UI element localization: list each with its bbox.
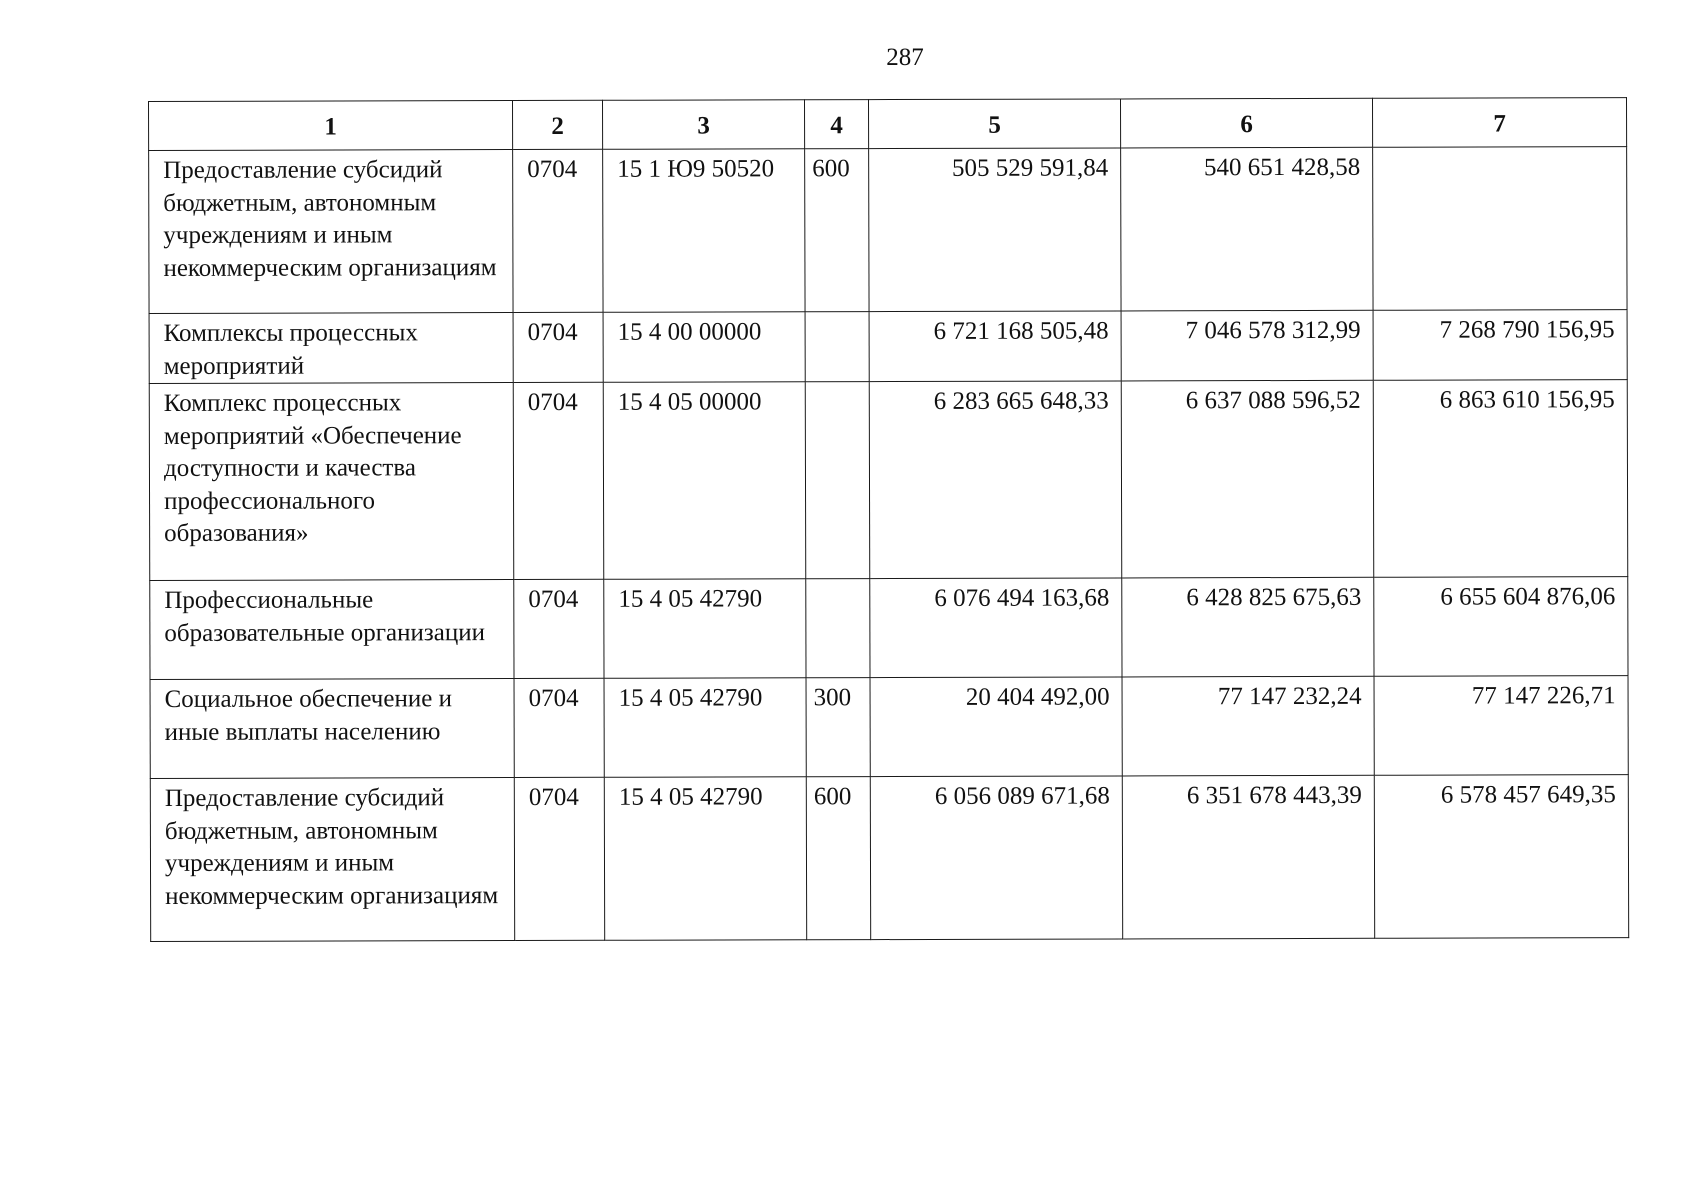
column-header-3: 3: [602, 100, 804, 150]
amount-col7-cell: 6 655 604 876,06: [1374, 577, 1628, 677]
expense-name-cell: Комплексы процессных мероприятий: [149, 313, 513, 384]
target-article-cell: 15 4 05 00000: [603, 382, 806, 580]
amount-col7-cell: 6 578 457 649,35: [1374, 775, 1628, 939]
page-number: 287: [886, 44, 924, 71]
amount-col5-cell: 6 056 089 671,68: [870, 776, 1122, 940]
expense-name-cell: Предоставление субсидий бюджетным, автономным учреждениям и иным некоммерческим организациям: [149, 150, 513, 314]
table-row: [149, 310, 1627, 384]
table-row: [149, 147, 1627, 314]
table-row: [150, 775, 1628, 942]
expense-type-cell: [806, 579, 870, 678]
amount-col6-cell: 6 351 678 443,39: [1122, 775, 1374, 939]
column-header-4: 4: [804, 100, 868, 149]
section-code-cell: 0704: [514, 777, 604, 940]
column-header-1: 1: [149, 101, 513, 151]
amount-col6-cell: 6 637 088 596,52: [1121, 380, 1374, 578]
amount-col5-cell: 6 721 168 505,48: [869, 311, 1121, 382]
amount-col5-cell: 20 404 492,00: [870, 677, 1122, 777]
section-code-cell: 0704: [514, 678, 604, 777]
target-article-cell: 15 4 05 42790: [604, 678, 806, 778]
amount-col7-cell: 77 147 226,71: [1374, 676, 1628, 776]
amount-col7-cell: [1373, 147, 1627, 311]
amount-col6-cell: 540 651 428,58: [1121, 147, 1373, 311]
target-article-cell: 15 4 05 42790: [604, 579, 806, 679]
expense-name-cell: Социальное обеспечение и иные выплаты населению: [150, 679, 514, 779]
amount-col5-cell: 6 076 494 163,68: [870, 578, 1122, 678]
section-code-cell: 0704: [514, 579, 604, 678]
section-code-cell: 0704: [513, 149, 603, 312]
amount-col7-cell: 7 268 790 156,95: [1373, 310, 1627, 381]
expense-type-cell: 300: [806, 678, 870, 777]
expense-name-cell: Профессиональные образовательные организации: [150, 580, 514, 680]
expense-type-cell: 600: [805, 149, 869, 312]
column-header-2: 2: [513, 100, 603, 149]
amount-col6-cell: 7 046 578 312,99: [1121, 310, 1373, 381]
amount-col6-cell: 6 428 825 675,63: [1122, 577, 1374, 677]
target-article-cell: 15 1 Ю9 50520: [603, 149, 805, 313]
table-row: [150, 676, 1628, 779]
expense-type-cell: [805, 312, 869, 382]
table-row: [149, 380, 1628, 581]
header-row: [149, 98, 1627, 151]
section-code-cell: 0704: [513, 382, 604, 579]
amount-col6-cell: 77 147 232,24: [1122, 676, 1374, 776]
amount-col5-cell: 6 283 665 648,33: [869, 381, 1122, 579]
expense-type-cell: [805, 382, 870, 579]
column-header-7: 7: [1372, 98, 1626, 148]
table-row: [150, 577, 1628, 680]
budget-table: [148, 97, 1629, 942]
expense-type-cell: 600: [806, 777, 870, 940]
amount-col7-cell: 6 863 610 156,95: [1373, 380, 1628, 578]
expense-name-cell: Предоставление субсидий бюджетным, автономным учреждениям и иным некоммерческим организациям: [150, 778, 514, 942]
target-article-cell: 15 4 00 00000: [603, 312, 805, 383]
amount-col5-cell: 505 529 591,84: [869, 148, 1121, 312]
section-code-cell: 0704: [513, 312, 603, 382]
expense-name-cell: Комплекс процессных мероприятий «Обеспечение доступности и качества профессионального образования»: [149, 383, 514, 581]
target-article-cell: 15 4 05 42790: [604, 777, 806, 941]
column-header-5: 5: [868, 99, 1120, 149]
column-header-6: 6: [1120, 98, 1372, 148]
